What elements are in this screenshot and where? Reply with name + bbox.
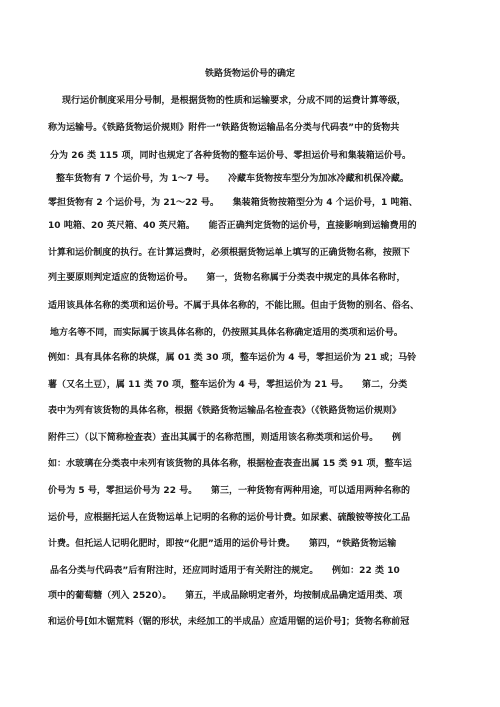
- document-title: 铁路货物运价号的确定: [204, 69, 295, 79]
- paragraph-line: 分为 26 类 115 项，同时也规定了各种货物的整车运价号、零担运价号和集装箱运价号。: [50, 151, 412, 161]
- paragraph-line: 表中为列有该货物的具体名称，根据《铁路货物运输品名检查表》（《铁路货物运价规则》: [48, 406, 402, 416]
- paragraph-line: 10 吨箱、20 英尺箱、40 英尺箱。 能否正确判定货物的运价号，直接影响到运输费用的: [48, 221, 417, 231]
- paragraph-line: 零担货物有 2 个运价号，为 21～22 号。 集装箱货物按箱型分为 4 个运价号，1 吨箱、: [48, 198, 418, 208]
- paragraph-line: 如：水玻璃在分类表中未列有该货物的具体名称，根据检查表查出属 15 类 91 项，整车运: [48, 459, 412, 469]
- paragraph-line: 薯（又名土豆），属 11 类 70 项，整车运价为 4 号，零担运价为 21 号。 第二，分类: [48, 380, 408, 390]
- paragraph-line: 价号为 5 号，零担运价号为 22 号。 第三，一种货物有两种用途，可以适用两种名称的: [48, 486, 411, 496]
- paragraph-line: 计费。但托运人记明化肥时，即按“化肥”适用的运价号计费。 第四，“铁路货物运输: [48, 539, 397, 549]
- paragraph-line: 现行运价制度采用分号制，是根据货物的性质和运输要求，分成不同的运费计算等级，: [62, 96, 406, 106]
- paragraph-line: 附件三）（以下简称检查表）查出其属于的名称范围，则适用该名称类项和运价号。 例: [48, 433, 402, 443]
- paragraph-line: 地方名等不同，而实际属于该具体名称的，仍按照其具体名称确定适用的类项和运价号。: [50, 328, 403, 338]
- paragraph-line: 列主要原则判定适应的货物运价号。 第一，货物名称属于分类表中规定的具体名称时，: [48, 273, 406, 283]
- paragraph-line: 运价号，应根据托运人在货物运单上记明的名称的运价号计费。如尿素、硫酸铵等按化工品: [48, 513, 411, 523]
- paragraph-line: 项中的葡萄糖（列入 2520）。 第五，半成品除明定者外，均按制成品确定适用类、项: [48, 591, 403, 601]
- paragraph-line: 计算和运价制度的执行。在计算运费时，必须根据货物运单上填写的正确货物名称，按照下: [48, 248, 411, 258]
- paragraph-line: 称为运输号。《铁路货物运价规则》附件一“铁路货物运输品名分类与代码表”中的货物共: [48, 123, 400, 133]
- paragraph-line: 例如：具有具体名称的块煤，属 01 类 30 项，整车运价为 4 号，零担运价为 21 或；马铃: [48, 353, 417, 363]
- paragraph-line: 整车货物有 7 个运价号，为 1～7 号。 冷藏车货物按车型分为加冰冷藏和机保冷藏。: [56, 174, 409, 184]
- paragraph-line: 品名分类与代码表”后有附注时，还应同时适用于有关附注的规定。 例如：22 类 10: [50, 566, 400, 576]
- paragraph-line: 适用该具体名称的类项和运价号。不属于具体名称的，不能比照。但由于货物的别名、俗名、: [48, 301, 420, 311]
- paragraph-line: 和运价号[如木锯荒料（锯的形状，未经加工的半成品）应适用锯的运价号]；货物名称前冠: [48, 617, 410, 627]
